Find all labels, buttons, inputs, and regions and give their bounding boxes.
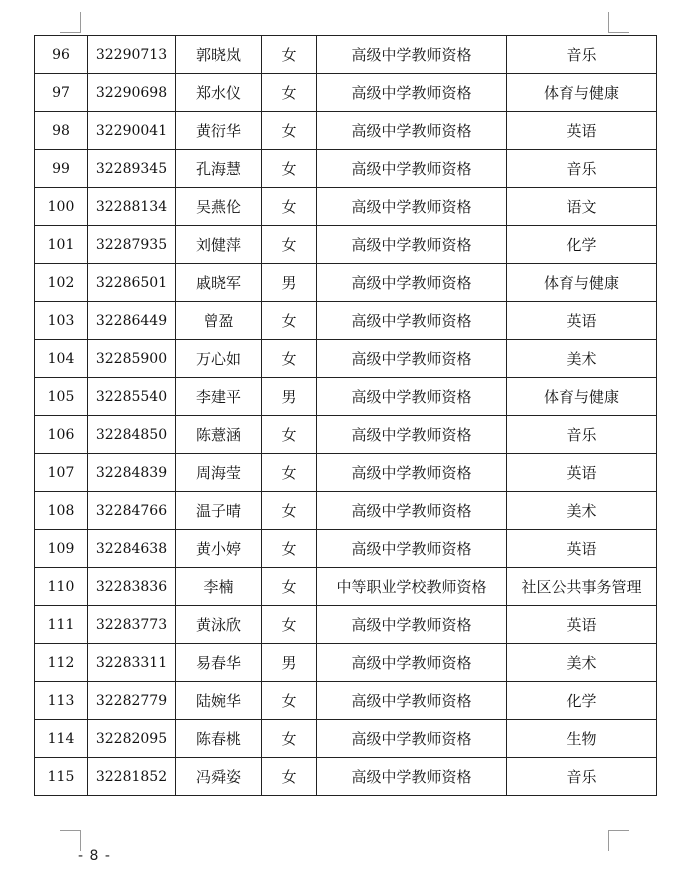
cell-qualification: 中等职业学校教师资格: [317, 568, 507, 606]
table-row: [35, 606, 657, 644]
cell-seq: 98: [35, 112, 88, 150]
table-row: [35, 36, 657, 74]
cell-gender: 男: [262, 644, 317, 682]
cell-id: 32289345: [88, 150, 176, 188]
cell-gender: 女: [262, 492, 317, 530]
cell-id: 32287935: [88, 226, 176, 264]
cell-gender: 女: [262, 606, 317, 644]
cell-gender: 女: [262, 302, 317, 340]
table-row: [35, 416, 657, 454]
cell-name: 刘健萍: [176, 226, 262, 264]
cell-seq: 106: [35, 416, 88, 454]
cell-id: 32285900: [88, 340, 176, 378]
cell-gender: 女: [262, 74, 317, 112]
cell-id: 32290713: [88, 36, 176, 74]
table-row: [35, 340, 657, 378]
cell-seq: 110: [35, 568, 88, 606]
table-row: [35, 150, 657, 188]
cell-gender: 女: [262, 112, 317, 150]
cell-seq: 101: [35, 226, 88, 264]
roster-body: [35, 36, 657, 796]
cell-subject: 英语: [507, 454, 657, 492]
cell-gender: 女: [262, 682, 317, 720]
cell-subject: 化学: [507, 682, 657, 720]
cell-name: 黄小婷: [176, 530, 262, 568]
cell-seq: 102: [35, 264, 88, 302]
cell-qualification: 高级中学教师资格: [317, 644, 507, 682]
cell-gender: 女: [262, 758, 317, 796]
cell-name: 万心如: [176, 340, 262, 378]
cell-seq: 109: [35, 530, 88, 568]
table-row: [35, 302, 657, 340]
cell-subject: 化学: [507, 226, 657, 264]
cell-id: 32284766: [88, 492, 176, 530]
cell-name: 李楠: [176, 568, 262, 606]
table-row: [35, 682, 657, 720]
table-row: [35, 188, 657, 226]
cell-seq: 115: [35, 758, 88, 796]
cell-id: 32284638: [88, 530, 176, 568]
cell-seq: 97: [35, 74, 88, 112]
cell-subject: 音乐: [507, 758, 657, 796]
cell-id: 32283311: [88, 644, 176, 682]
cell-qualification: 高级中学教师资格: [317, 530, 507, 568]
cell-id: 32284839: [88, 454, 176, 492]
cell-id: 32284850: [88, 416, 176, 454]
cell-qualification: 高级中学教师资格: [317, 682, 507, 720]
page-number: - 8 -: [78, 848, 111, 864]
cell-subject: 美术: [507, 644, 657, 682]
cell-gender: 女: [262, 188, 317, 226]
cell-qualification: 高级中学教师资格: [317, 112, 507, 150]
cell-gender: 女: [262, 454, 317, 492]
cell-id: 32290698: [88, 74, 176, 112]
cell-subject: 音乐: [507, 150, 657, 188]
cell-gender: 女: [262, 530, 317, 568]
cell-name: 李建平: [176, 378, 262, 416]
cell-name: 周海莹: [176, 454, 262, 492]
cell-qualification: 高级中学教师资格: [317, 302, 507, 340]
cell-qualification: 高级中学教师资格: [317, 492, 507, 530]
cell-seq: 107: [35, 454, 88, 492]
cell-id: 32290041: [88, 112, 176, 150]
cell-id: 32286449: [88, 302, 176, 340]
cell-name: 陆婉华: [176, 682, 262, 720]
cell-name: 冯舜姿: [176, 758, 262, 796]
table-row: [35, 568, 657, 606]
cell-name: 温子晴: [176, 492, 262, 530]
cell-subject: 语文: [507, 188, 657, 226]
cell-qualification: 高级中学教师资格: [317, 226, 507, 264]
cell-gender: 女: [262, 568, 317, 606]
cell-subject: 体育与健康: [507, 264, 657, 302]
cell-subject: 音乐: [507, 416, 657, 454]
cell-name: 曾盈: [176, 302, 262, 340]
cell-gender: 女: [262, 720, 317, 758]
cell-qualification: 高级中学教师资格: [317, 36, 507, 74]
table-row: [35, 264, 657, 302]
cell-seq: 104: [35, 340, 88, 378]
cell-name: 郭晓岚: [176, 36, 262, 74]
cell-name: 黄泳欣: [176, 606, 262, 644]
cell-seq: 100: [35, 188, 88, 226]
table-row: [35, 112, 657, 150]
cell-id: 32283836: [88, 568, 176, 606]
cell-seq: 99: [35, 150, 88, 188]
cell-gender: 女: [262, 226, 317, 264]
table-row: [35, 378, 657, 416]
cell-qualification: 高级中学教师资格: [317, 340, 507, 378]
cell-gender: 男: [262, 378, 317, 416]
cell-subject: 英语: [507, 530, 657, 568]
cell-name: 孔海慧: [176, 150, 262, 188]
cell-seq: 103: [35, 302, 88, 340]
cell-gender: 女: [262, 150, 317, 188]
cell-name: 黄衍华: [176, 112, 262, 150]
cell-seq: 108: [35, 492, 88, 530]
table-row: [35, 492, 657, 530]
cell-qualification: 高级中学教师资格: [317, 720, 507, 758]
cell-seq: 96: [35, 36, 88, 74]
cell-qualification: 高级中学教师资格: [317, 74, 507, 112]
cell-id: 32282095: [88, 720, 176, 758]
crop-mark-top-right: [608, 12, 629, 33]
cell-subject: 英语: [507, 302, 657, 340]
crop-mark-top-left: [60, 12, 81, 33]
cell-name: 郑水仪: [176, 74, 262, 112]
cell-seq: 113: [35, 682, 88, 720]
cell-id: 32285540: [88, 378, 176, 416]
cell-seq: 112: [35, 644, 88, 682]
cell-id: 32283773: [88, 606, 176, 644]
cell-gender: 女: [262, 416, 317, 454]
cell-name: 易春华: [176, 644, 262, 682]
cell-name: 吴燕伦: [176, 188, 262, 226]
cell-qualification: 高级中学教师资格: [317, 150, 507, 188]
cell-subject: 体育与健康: [507, 74, 657, 112]
cell-gender: 女: [262, 340, 317, 378]
cell-seq: 105: [35, 378, 88, 416]
cell-gender: 女: [262, 36, 317, 74]
cell-qualification: 高级中学教师资格: [317, 758, 507, 796]
cell-id: 32286501: [88, 264, 176, 302]
cell-qualification: 高级中学教师资格: [317, 606, 507, 644]
cell-qualification: 高级中学教师资格: [317, 378, 507, 416]
cell-name: 陈薏涵: [176, 416, 262, 454]
cell-gender: 男: [262, 264, 317, 302]
cell-subject: 体育与健康: [507, 378, 657, 416]
cell-qualification: 高级中学教师资格: [317, 454, 507, 492]
table-row: [35, 720, 657, 758]
cell-subject: 美术: [507, 340, 657, 378]
cell-qualification: 高级中学教师资格: [317, 264, 507, 302]
table-row: [35, 454, 657, 492]
cell-subject: 社区公共事务管理: [507, 568, 657, 606]
cell-subject: 美术: [507, 492, 657, 530]
cell-id: 32282779: [88, 682, 176, 720]
cell-subject: 英语: [507, 112, 657, 150]
cell-name: 陈春桃: [176, 720, 262, 758]
cell-subject: 生物: [507, 720, 657, 758]
table-row: [35, 758, 657, 796]
cell-qualification: 高级中学教师资格: [317, 416, 507, 454]
cell-subject: 英语: [507, 606, 657, 644]
cell-id: 32288134: [88, 188, 176, 226]
cell-seq: 114: [35, 720, 88, 758]
cell-seq: 111: [35, 606, 88, 644]
qualification-roster-table: [34, 35, 657, 796]
cell-qualification: 高级中学教师资格: [317, 188, 507, 226]
cell-subject: 音乐: [507, 36, 657, 74]
cell-name: 戚晓军: [176, 264, 262, 302]
table-row: [35, 226, 657, 264]
cell-id: 32281852: [88, 758, 176, 796]
table-row: [35, 644, 657, 682]
table-row: [35, 74, 657, 112]
table-row: [35, 530, 657, 568]
crop-mark-bottom-right: [608, 830, 629, 851]
